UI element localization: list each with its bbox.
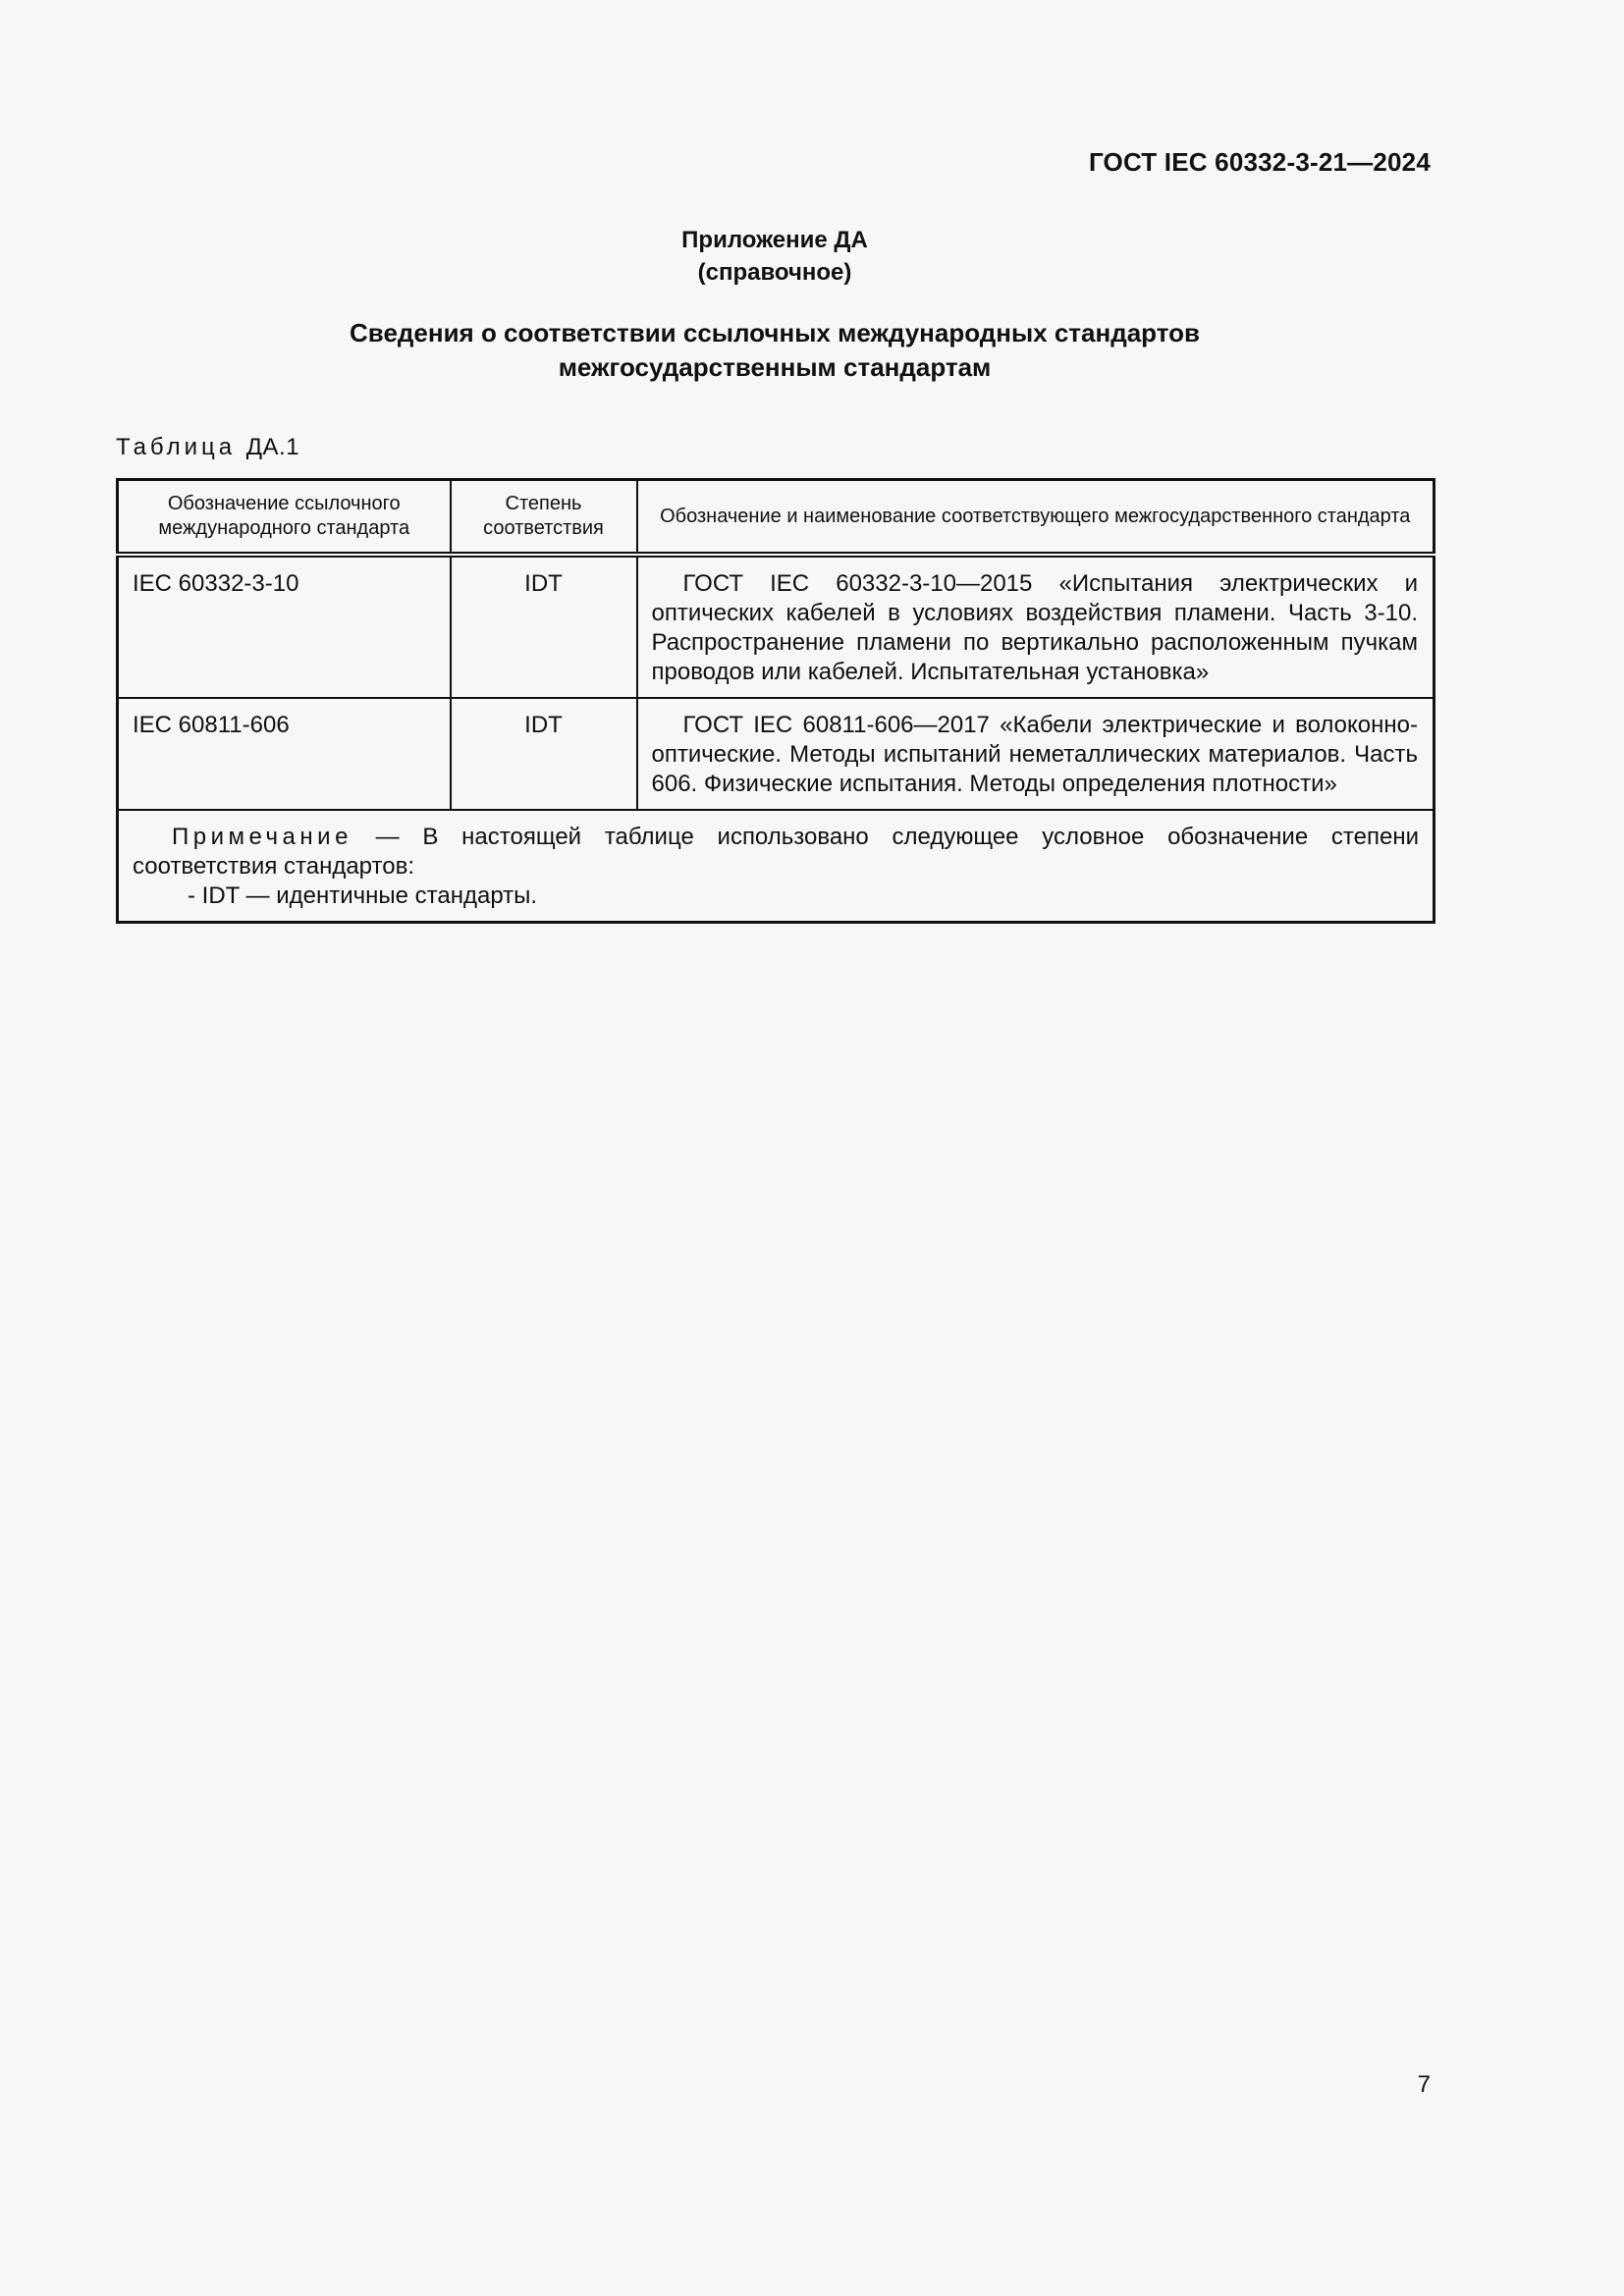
cell-degree: IDT <box>451 698 637 810</box>
table-header-row <box>118 480 1435 556</box>
appendix-status: (справочное) <box>697 259 852 286</box>
table-caption <box>116 434 299 461</box>
column-header-ref-standard: Обозначение ссылочного международного стандарта <box>118 480 451 556</box>
column-header-interstate-standard: Обозначение и наименование соответствующего межгосударственного стандарта <box>637 480 1435 556</box>
standard-code-header: ГОСТ IEC 60332-3-21—2024 <box>1088 147 1431 177</box>
table-caption-number: ДА.1 <box>245 434 300 460</box>
column-header-degree: Степень соответствия <box>451 480 637 556</box>
table-caption-word: Таблица <box>116 434 237 460</box>
table-row <box>118 555 1435 698</box>
note-item: - IDT — идентичные стандарты. <box>188 882 538 909</box>
correspondence-table <box>116 478 1435 924</box>
cell-interstate-standard: ГОСТ IEC 60811-606—2017 «Кабели электрические и волоконно-оптические. Методы испытаний неметаллических материалов. Часть 606. Физические испытания. Методы определения плотности» <box>637 698 1435 810</box>
cell-ref-standard: IEC 60811-606 <box>118 698 451 810</box>
table-row <box>118 698 1435 810</box>
appendix-heading <box>0 224 1549 289</box>
table-note <box>118 810 1435 923</box>
appendix-label: Приложение ДА <box>681 227 868 253</box>
note-label: Примечание <box>172 824 352 850</box>
appendix-title-line-1: Сведения о соответствии ссылочных международных стандартов <box>350 318 1200 347</box>
appendix-title-line-2: межгосударственным стандартам <box>558 352 992 382</box>
appendix-title <box>0 316 1549 385</box>
cell-ref-standard: IEC 60332-3-10 <box>118 555 451 698</box>
table-note-row <box>118 810 1435 923</box>
note-text <box>133 823 1419 881</box>
page-number: 7 <box>1417 2071 1431 2098</box>
cell-interstate-standard: ГОСТ IEC 60332-3-10—2015 «Испытания электрических и оптических кабелей в условиях воздействия пламени. Часть 3-10. Распространение пламени по вертикально расположенным пучкам проводов или кабелей. Испытательная установка» <box>637 555 1435 698</box>
note-body: — В настоящей таблице использовано следующее условное обозначение степени соответствия стандартов: <box>133 824 1419 880</box>
cell-degree: IDT <box>451 555 637 698</box>
